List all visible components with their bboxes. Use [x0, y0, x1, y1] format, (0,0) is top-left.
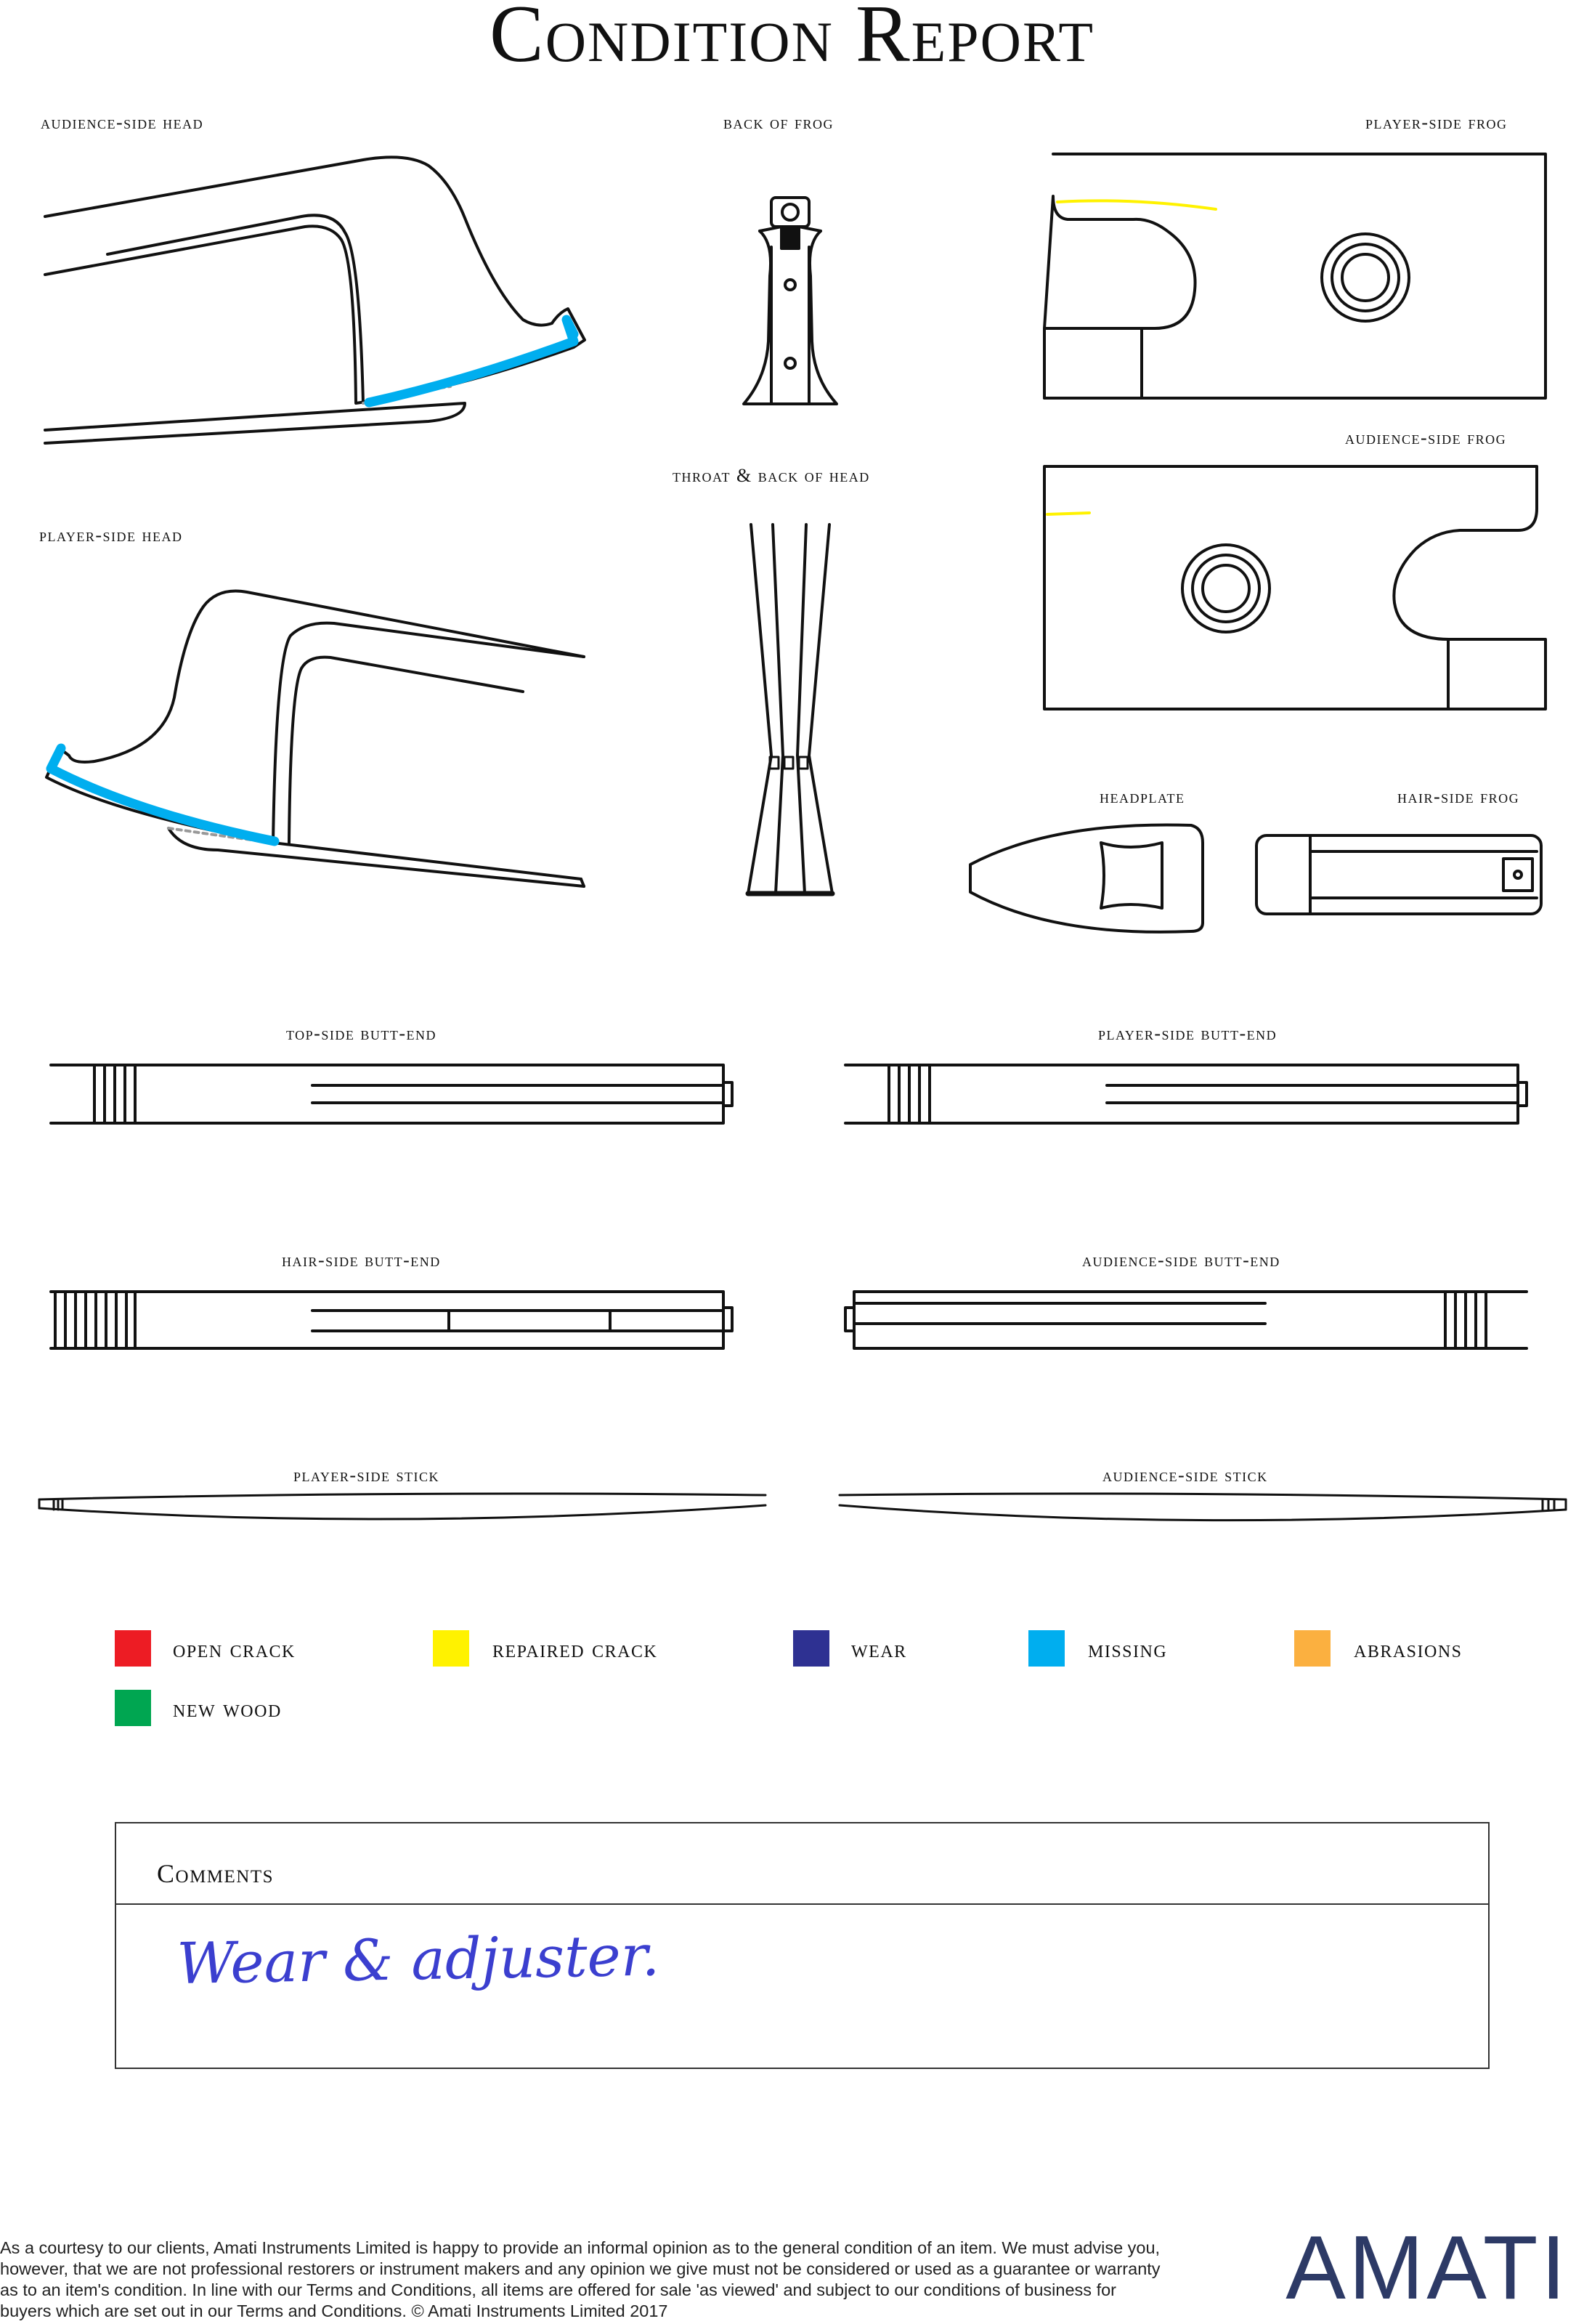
label-headplate: headplate — [1100, 786, 1185, 807]
label-player-side-frog: player-side frog — [1365, 112, 1508, 133]
legend-swatch-open-crack — [115, 1630, 151, 1667]
label-back-of-frog: back of frog — [723, 112, 834, 133]
hair-side-butt-end-drawing — [51, 1292, 732, 1348]
audience-side-head-drawing — [45, 157, 585, 443]
player-side-stick-drawing — [39, 1494, 765, 1519]
amati-logo: AMATI — [1286, 2218, 1569, 2318]
legend-label-missing: missing — [1088, 1636, 1168, 1663]
legend-swatch-repaired-crack — [433, 1630, 469, 1667]
hair-side-frog-drawing — [1256, 835, 1541, 914]
label-player-side-head: player-side head — [39, 525, 183, 546]
footer-disclaimer: As a courtesy to our clients, Amati Instruments Limited is happy to provide an informal opinion as to the general condition of an item. We must advise you, however, that we are not professional restorers or instrument makers and any opinion we give must not be considered or used as a guarantee or warranty as to an item's condition. In line with our Terms and Conditions, all items are offered for sale 'as viewed' and subject to our conditions of business for buyers which are set out in our Terms and Conditions. © Amati Instruments Limited 2017 — [0, 2238, 1161, 2320]
legend-swatch-missing — [1028, 1630, 1065, 1667]
label-top-side-butt-end: top-side butt-end — [286, 1023, 436, 1044]
headplate-drawing — [970, 825, 1203, 931]
comments-divider — [116, 1903, 1488, 1905]
comments-heading: Comments — [157, 1859, 275, 1888]
label-audience-side-frog: audience-side frog — [1345, 427, 1507, 448]
legend — [0, 1620, 1584, 1729]
label-hair-side-frog: hair-side frog — [1397, 786, 1520, 807]
label-hair-side-butt-end: hair-side butt-end — [282, 1250, 441, 1271]
legend-label-new-wood: new wood — [173, 1696, 282, 1722]
legend-swatch-wear — [793, 1630, 829, 1667]
throat-back-of-head-drawing — [748, 525, 832, 894]
legend-label-open-crack: open crack — [173, 1636, 296, 1663]
audience-side-frog-drawing — [1044, 466, 1546, 709]
legend-swatch-new-wood — [115, 1690, 151, 1726]
label-player-side-stick: player-side stick — [293, 1465, 440, 1486]
page-title: Condition Report — [490, 0, 1094, 79]
label-player-side-butt-end: player-side butt-end — [1098, 1023, 1278, 1044]
back-of-frog-drawing — [744, 198, 837, 404]
comments-box — [115, 1822, 1490, 2069]
legend-label-abrasions: abrasions — [1354, 1636, 1463, 1663]
player-side-butt-end-drawing — [845, 1065, 1527, 1123]
label-audience-side-head: audience-side head — [41, 112, 204, 133]
legend-label-repaired-crack: repaired crack — [492, 1636, 658, 1663]
label-audience-side-butt-end: audience-side butt-end — [1082, 1250, 1280, 1271]
player-side-frog-drawing — [1044, 154, 1546, 398]
top-side-butt-end-drawing — [51, 1065, 732, 1123]
label-throat-back-of-head: throat & back of head — [673, 465, 870, 486]
label-audience-side-stick: audience-side stick — [1102, 1465, 1268, 1486]
svg-text:Wear & adjuster.: Wear & adjuster. — [176, 1923, 660, 1997]
handwritten-comment — [174, 1909, 828, 2054]
audience-side-stick-drawing — [840, 1494, 1566, 1521]
audience-side-butt-end-drawing — [845, 1292, 1527, 1348]
legend-swatch-abrasions — [1294, 1630, 1331, 1667]
player-side-head-drawing — [46, 591, 584, 886]
legend-label-wear: wear — [851, 1636, 907, 1663]
